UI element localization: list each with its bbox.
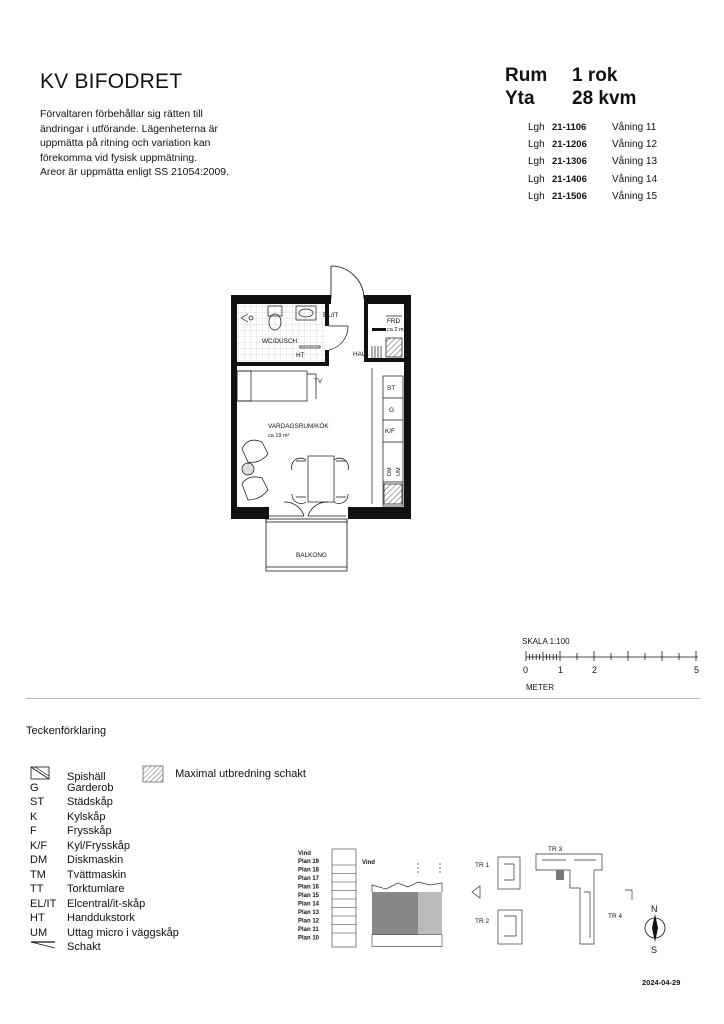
legend-label: Garderob [67, 781, 114, 794]
apartment-floor: Våning 15 [612, 190, 658, 202]
legend-item [30, 853, 179, 868]
apartment-floor: Våning 14 [612, 173, 658, 185]
shaft-max-label: Maximal utbredning schakt [175, 767, 306, 780]
legend-item [30, 926, 179, 941]
rooms-value: 1 rok [572, 65, 618, 86]
apartment-row [528, 156, 658, 173]
section-floor-label: Plan 11 [298, 927, 319, 933]
entrance-door [331, 266, 364, 299]
apartment-row [528, 190, 658, 208]
apartment-list [528, 122, 658, 208]
label-ht: HT [296, 352, 305, 359]
key-plan [470, 842, 640, 952]
balcony [266, 502, 347, 571]
compass-south: S [651, 945, 658, 954]
section-highlight-floors [372, 892, 442, 947]
room-label-living-area: ca 19 m² [268, 433, 290, 439]
bathroom-door [329, 326, 348, 350]
disclaimer-line: ändringar i utförande. Lägenheterna är [40, 123, 218, 135]
compass-north: N [651, 904, 658, 914]
legend-label: Torktumlare [67, 883, 125, 895]
legend-label: Städskåp [67, 796, 113, 808]
legend-label: Spishäll [67, 771, 106, 783]
legend-code: TM [30, 868, 46, 881]
label-frd: FRD [387, 318, 401, 325]
scale-bar [520, 647, 705, 665]
legend-item [30, 824, 179, 839]
legend-label: Handdukstork [67, 912, 135, 924]
section-vind-label: Vind [298, 851, 311, 857]
area-value: 28 kvm [572, 88, 637, 109]
apartment-number: 21-1106 [552, 122, 587, 133]
disclaimer-line: Areor är uppmätta enligt SS 21054:2009. [40, 167, 229, 179]
legend-item [30, 810, 179, 825]
legend-code: K/F [30, 839, 48, 852]
legend-label: Frysskåp [67, 825, 112, 837]
section-vind-label: Vind [362, 860, 375, 866]
section-floor-label: Plan 15 [298, 893, 320, 899]
disclaimer [40, 108, 280, 181]
shaft-icon [30, 940, 67, 955]
sofa-bed [237, 371, 316, 401]
apartment-prefix: Lgh [528, 139, 545, 151]
room-label-living: VARDAGSRUM/KÖK [268, 423, 329, 430]
legend-code: K [30, 810, 38, 823]
floor-plan [226, 264, 426, 576]
legend-label: Kyl/Frysskåp [67, 839, 130, 852]
legend-label: Tvättmaskin [67, 868, 127, 881]
rooms-label: Rum [505, 65, 548, 86]
scale-tick-label: 0 [523, 665, 529, 675]
label-balcony: BALKONG [296, 552, 327, 559]
legend-label: Uttag micro i väggskåp [67, 926, 179, 939]
legend-code: TT [30, 883, 44, 895]
keyplan-buildings [472, 854, 632, 944]
apartment-row [528, 139, 658, 156]
apartment-number: 21-1306 [552, 156, 587, 168]
scale-tick-label: 5 [694, 665, 700, 675]
project-title: KV BIFODRET [40, 70, 183, 93]
apartment-row [528, 173, 658, 191]
legend-code: UM [30, 926, 48, 939]
area-label: Yta [505, 88, 535, 109]
label-kf: K/F [385, 428, 395, 435]
legend-item [30, 868, 179, 883]
room-label-wc: WC/DUSCH [262, 338, 298, 345]
divider [26, 698, 700, 699]
legend-code: DM [30, 854, 48, 866]
apartment-prefix: Lgh [528, 173, 545, 185]
section-roof [372, 863, 442, 892]
legend-label: Schakt [67, 941, 101, 953]
section-floor-label: Plan 14 [298, 901, 320, 908]
disclaimer-line: förekomma vid fysisk uppmätning. [40, 152, 198, 164]
scale-unit: METER [526, 683, 554, 692]
apartment-prefix: Lgh [528, 156, 545, 168]
legend-item [30, 911, 179, 926]
bathroom-floor [237, 304, 325, 362]
shaft-max-legend [142, 765, 306, 783]
section-floor-label: Plan 16 [298, 884, 320, 891]
disclaimer-line: uppmätta på ritning och variation kan [40, 138, 211, 150]
label-tv: TV [314, 378, 323, 385]
apartment-prefix: Lgh [528, 122, 545, 133]
apartment-number: 21-1506 [552, 190, 587, 202]
apartment-prefix: Lgh [528, 190, 545, 202]
label-elit: EL/IT [323, 312, 339, 319]
legend-item [30, 897, 179, 912]
apartment-floor: Våning 12 [612, 139, 658, 151]
section-floor-label: Plan 18 [298, 867, 320, 874]
apartment-floor: Våning 11 [612, 122, 657, 133]
apartment-row [528, 122, 657, 139]
disclaimer-line: Förvaltaren förbehållar sig rätten till [40, 109, 203, 120]
label-hall: HALL [353, 351, 369, 358]
legend-label: Elcentral/it-skåp [67, 897, 146, 910]
dining-set [292, 456, 349, 504]
legend-code: EL/IT [30, 897, 57, 910]
legend-label: Kylskåp [67, 810, 106, 823]
label-um: UM [396, 467, 402, 476]
legend-code: F [30, 825, 37, 837]
armchairs [242, 440, 268, 500]
label-g: G [389, 407, 394, 414]
keyplan-tr3: TR 3 [548, 846, 563, 853]
apartment-number: 21-1206 [552, 139, 587, 151]
keyplan-tr2: TR 2 [475, 918, 490, 925]
apartment-number: 21-1406 [552, 173, 587, 185]
label-dm: DM [387, 467, 393, 476]
apartment-floor: Våning 13 [612, 156, 658, 168]
legend-item [30, 795, 179, 810]
section-floor-label: Plan 17 [298, 876, 320, 882]
legend-code: G [30, 781, 39, 794]
legend-code: HT [30, 912, 45, 924]
keyplan-tr4: TR 4 [608, 913, 623, 920]
legend-code: ST [30, 796, 45, 808]
keyplan-tr1: TR 1 [475, 862, 490, 869]
legend-item [30, 882, 179, 897]
legend-label: Diskmaskin [67, 854, 124, 866]
section-floor-label: Plan 10 [298, 935, 320, 942]
label-st: ST [387, 385, 396, 392]
section-floor-label: Plan 12 [298, 918, 320, 925]
compass-icon [643, 902, 667, 954]
legend-title: Teckenförklaring [26, 725, 107, 737]
scale-tick-label: 2 [592, 665, 598, 675]
legend-item [30, 839, 179, 854]
section-floor-label: Plan 19 [298, 859, 320, 865]
legend [30, 766, 179, 955]
label-frd-area: ca 2 m² [387, 327, 406, 333]
keyplan-apartment-marker [556, 870, 564, 880]
drawing-date: 2024-04-29 [642, 978, 681, 987]
scale-title: SKALA 1:100 [522, 637, 570, 646]
legend-item [30, 940, 179, 955]
section-tower [332, 849, 356, 947]
scale-tick-label: 1 [558, 665, 564, 675]
building-section [290, 845, 450, 953]
hatch-icon [142, 765, 164, 783]
section-floor-label: Plan 13 [298, 910, 320, 916]
